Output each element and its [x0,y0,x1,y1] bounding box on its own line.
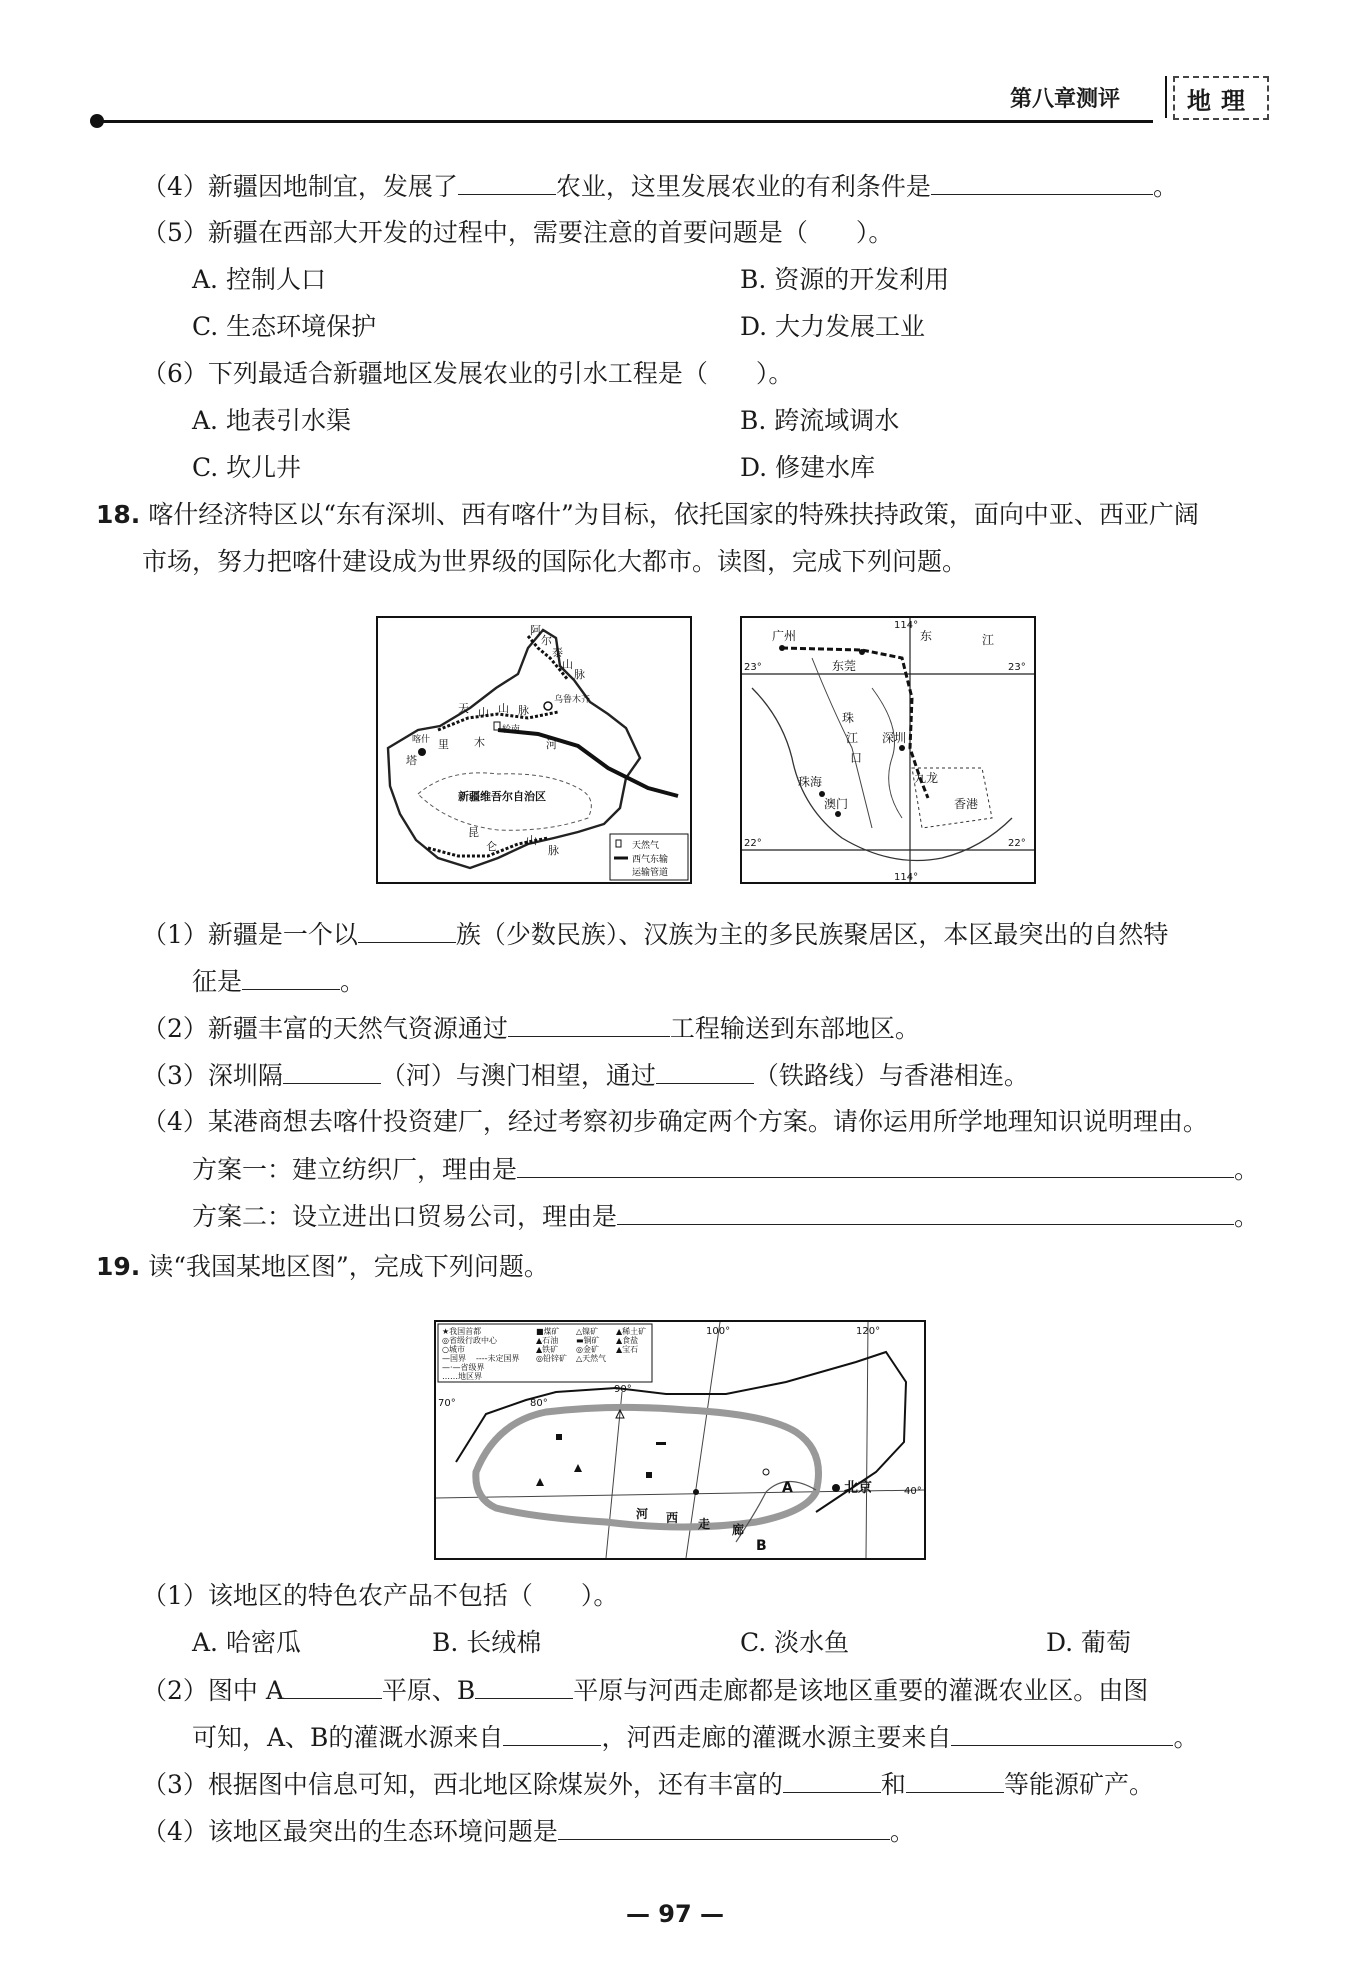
tick-label: 22° [1008,838,1026,849]
answer-blank[interactable] [283,1059,381,1084]
map-legend [610,834,688,880]
map-label: 天 [458,702,469,715]
yellow-river [736,1481,816,1542]
subject-badge: 地理 [1173,76,1269,120]
answer-blank[interactable] [951,1721,1173,1746]
map-label: 新疆维吾尔自治区 [458,790,546,803]
xinjiang-map [376,616,692,884]
map-label: 塔 [406,754,417,767]
q18-stem-line1: 18. 喀什经济特区以“东有深圳、西有喀什”为目标，依托国家的特殊扶持政策，面向中亚、西亚广阔 [96,500,1199,529]
dongguan-dot [859,649,865,655]
map-label: 山 [498,702,509,715]
legend-label: ▬铜矿 [576,1336,600,1345]
map-label: 东 [920,629,933,643]
tick-label: 70° [438,1398,456,1409]
tick-label: 23° [1008,662,1026,673]
map-label: 山 [478,706,489,719]
tick-label: 120° [856,1326,881,1337]
map-label: 广州 [772,629,797,643]
legend-label: ■煤矿 [536,1327,560,1336]
tick-label: 100° [706,1326,731,1337]
map-label: 走 [698,1517,711,1531]
map-label: 脉 [574,668,585,681]
map-label: 脉 [518,704,529,717]
river [872,688,902,818]
answer-blank[interactable] [358,918,456,943]
option-d[interactable]: D. 修建水库 [740,453,876,482]
legend-label: ◎金矿 [576,1345,599,1354]
map-label: 深圳 [882,731,907,745]
region-boundary [388,630,640,868]
map-label: 江 [982,633,995,647]
legend-label: —·—省级界 [442,1363,485,1372]
q18-part1-line2: 征是 。 [192,967,366,996]
q18-stem-line2: 市场，努力把喀什建设成为世界级的国际化大都市。读图，完成下列问题。 [142,547,968,576]
map-label: 西 [666,1511,679,1525]
answer-blank[interactable] [458,170,556,195]
q19-part2-line2: 可知，A、B的灌溉水源来自 ，河西走廊的灌溉水源主要来自 。 [192,1723,1199,1752]
map-label: 廊 [732,1523,745,1537]
q18-plan2: 方案二：设立进出口贸易公司，理由是 。 [192,1202,1260,1231]
tick-label: 80° [530,1398,548,1409]
tick-label: 114° [894,620,919,631]
coastline [752,688,1012,861]
map-label: 阿 [530,624,541,637]
map-label: 脉 [548,844,559,857]
shenzhen-dot [899,745,905,751]
answer-blank[interactable] [931,170,1153,195]
legend-label: 西气东输 [632,855,669,865]
q17-part4: （4）新疆因地制宜，发展了 农业，这里发展农业的有利条件是 。 [142,172,1178,201]
point-a-label: A [782,1480,793,1496]
map-label: 珠海 [798,775,823,789]
legend-label: ▲食盐 [616,1336,639,1345]
q18-part3: （3）深圳隔 （河）与澳门相望，通过 （铁路线）与香港相连。 [142,1061,1029,1090]
map-label: 仑 [486,840,497,853]
option-a[interactable]: A. 控制人口 [192,265,326,294]
q17-part5-stem: （5）新疆在西部大开发的过程中，需要注意的首要问题是（ ）。 [142,218,894,247]
legend-label: —国界 [442,1354,466,1363]
chapter-title: 第八章测评 [1010,87,1121,112]
map-label: 河 [636,1507,649,1521]
map-label: 里 [438,738,449,751]
mineral-symbols [536,1410,769,1495]
tick-label: 40° [904,1486,922,1497]
answer-blank[interactable] [242,965,340,990]
map-label: 口 [850,751,863,765]
q18-plan1: 方案一：建立纺织厂，理由是 。 [192,1155,1260,1184]
answer-blank[interactable] [783,1768,881,1793]
legend-label: ◎省级行政中心 [442,1336,497,1345]
meridian-90 [606,1392,622,1558]
answer-blank[interactable] [503,1721,601,1746]
answer-blank[interactable] [517,1153,1234,1178]
q18-part4-stem: （4）某港商想去喀什投资建厂，经过考察初步确定两个方案。请你运用所学地理知识说明理由。 [142,1107,1208,1136]
pearl-river-delta-map [740,616,1036,884]
q19-part3: （3）根据图中信息可知，西北地区除煤炭外，还有丰富的 和 等能源矿产。 [142,1770,1154,1799]
west-east-pipeline [498,730,678,796]
q19-part4: （4）该地区最突出的生态环境问题是 。 [142,1817,915,1846]
beijing-star [832,1484,840,1492]
legend-label: ○城市 [442,1345,465,1354]
tick-label: 114° [894,872,919,883]
option-d[interactable]: D. 大力发展工业 [740,312,926,341]
guangzhou-dot [779,645,785,651]
question-number: 19. [96,1252,141,1281]
answer-blank[interactable] [617,1200,1234,1225]
q19-part2-line1: （2）图中 A 平原、B 平原与河西走廊都是该地区重要的灌溉农业区。由图 [142,1676,1149,1705]
option-b[interactable]: B. 跨流域调水 [740,406,900,435]
kashgar-dot [418,748,426,756]
q19-stem: 19. 读“我国某地区图”，完成下列问题。 [96,1252,549,1281]
q17-part6-stem: （6）下列最适合新疆地区发展农业的引水工程是（ ）。 [142,359,794,388]
map-label: 澳门 [824,797,849,811]
tick-label: 22° [744,838,762,849]
option-b[interactable]: B. 资源的开发利用 [740,265,950,294]
answer-blank[interactable] [475,1674,573,1699]
legend-label: △镍矿 [576,1327,599,1336]
option-c[interactable]: C. 淡水鱼 [740,1628,850,1657]
map-label: 轮南 [502,725,521,735]
page-number: — 97 — [625,1900,725,1928]
map-label: 泰 [552,646,563,659]
map-label: 山 [562,658,573,671]
urumqi-dot [544,702,552,710]
tick-label: 90° [614,1384,632,1395]
answer-blank[interactable] [656,1059,754,1084]
option-a[interactable]: A. 哈密瓜 [192,1628,301,1657]
legend-label: ▲宝石 [616,1345,639,1354]
legend-label: ▲铁矿 [536,1345,559,1354]
legend-label: ★我国首都 [442,1327,482,1336]
legend-label: ▲稀土矿 [616,1327,647,1336]
option-d[interactable]: D. 葡萄 [1046,1628,1132,1657]
legend-label: ----未定国界 [476,1354,520,1363]
point-b-label: B [756,1538,767,1554]
q18-part1-line1: （1）新疆是一个以 族（少数民族）、汉族为主的多民族聚居区，本区最突出的自然特 [142,920,1169,949]
map-legend [438,1324,652,1382]
map-label: 河 [546,738,557,751]
map-label: 九龙 [914,771,939,785]
option-a[interactable]: A. 地表引水渠 [192,406,351,435]
legend-label: △天然气 [576,1354,607,1363]
header-divider [1165,76,1167,118]
tick-label: 23° [744,662,762,673]
map-label: 江 [846,731,859,745]
question-number: 18. [96,500,141,529]
macau-dot [835,811,841,817]
map-label: 东莞 [832,659,857,673]
legend-label: ▲石油 [536,1336,559,1345]
answer-blank[interactable] [558,1815,890,1840]
q19-part1-stem: （1）该地区的特色农产品不包括（ ）。 [142,1581,619,1610]
q18-part2: （2）新疆丰富的天然气资源通过 工程输送到东部地区。 [142,1014,920,1043]
map-label: 喀什 [412,735,431,745]
answer-blank[interactable] [508,1012,670,1037]
answer-blank[interactable] [284,1674,382,1699]
northwest-china-map [434,1320,926,1560]
option-c[interactable]: C. 生态环境保护 [192,312,377,341]
map-label: 木 [474,736,485,749]
legend-label: ……地区界 [442,1372,482,1381]
map-label: 乌鲁木齐 [554,695,591,705]
map-label: 昆 [468,826,479,839]
page-header [90,70,1270,130]
legend-label: ◎铅锌矿 [536,1354,567,1363]
option-b[interactable]: B. 长绒棉 [432,1628,542,1657]
beijing-label: 北京 [844,1480,872,1496]
answer-blank[interactable] [906,1768,1004,1793]
option-c[interactable]: C. 坎儿井 [192,453,302,482]
map-label: 尔 [541,634,552,647]
map-label: 珠 [842,711,855,725]
map-label: 山 [526,834,537,847]
legend-label: 运输管道 [632,868,669,878]
legend-label: 天然气 [632,841,660,851]
map-label: 香港 [954,797,979,811]
header-rule [98,120,1153,123]
